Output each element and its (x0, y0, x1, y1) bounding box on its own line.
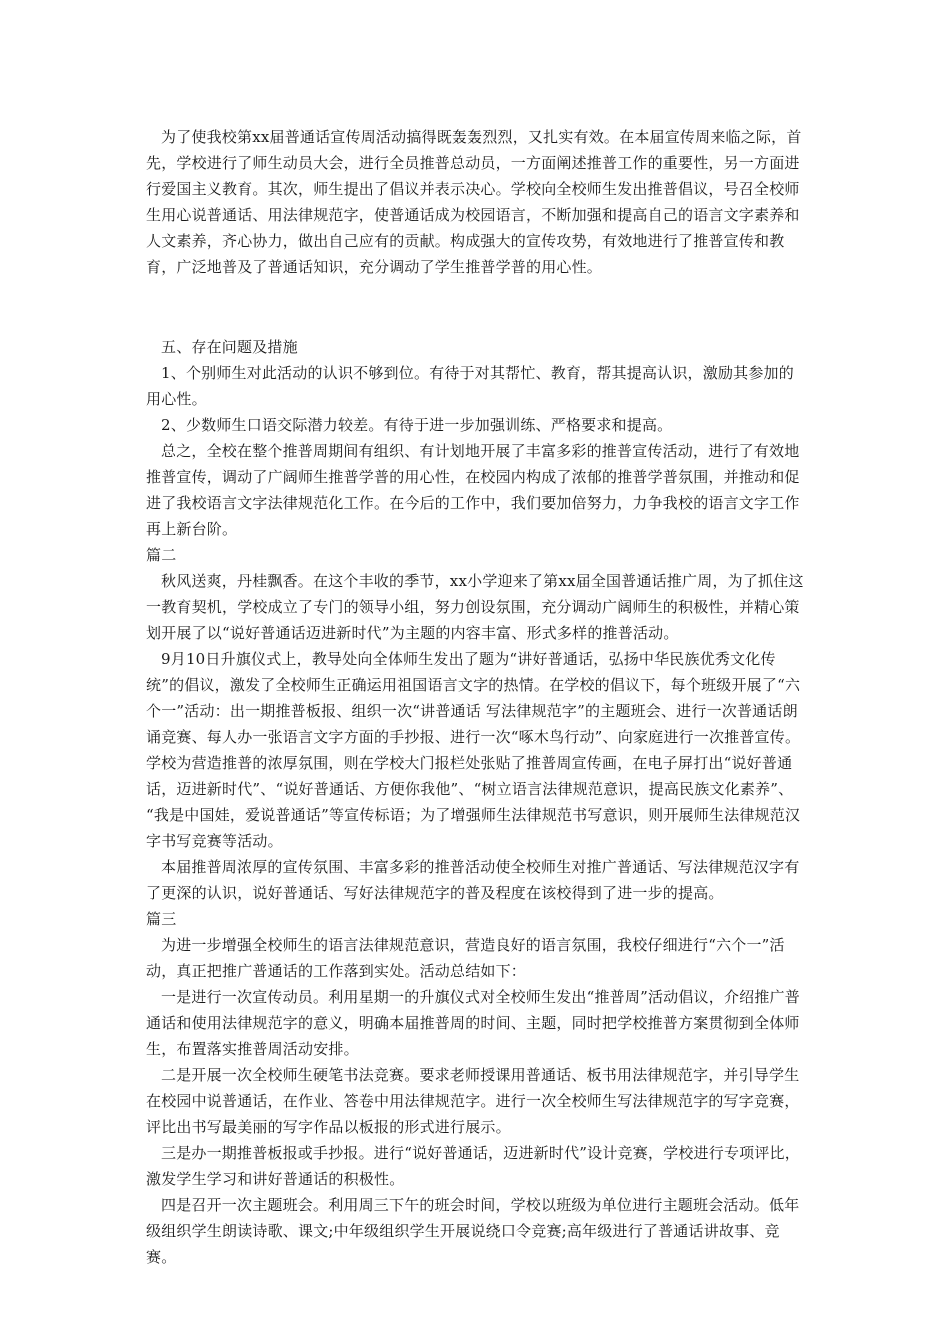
paragraph: 三是办一期推普板报或手抄报。进行“说好普通话，迈进新时代”设计竞赛，学校进行专项评比，激发学生学习和讲好普通话的积极性。 (146, 1144, 800, 1188)
paragraph: 9月10日升旗仪式上，教导处向全体师生发出了题为“讲好普通话，弘扬中华民族优秀文化传统”的倡议，激发了全校师生正确运用祖国语言文字的热情。在学校的倡议下，每个班级开展了“六个一”活动：出一期推普板报、组织一次“讲普通话 写法律规范字”的主题班会、进行一次普通话朗诵竞赛、每人办一张语言文字方面的手抄报、进行一次“啄木鸟行动”、向家庭进行一次推普宣传。学校为营造推普的浓厚氛围，则在学校大门报栏处张贴了推普周宣传画，在电子屏打出“说好普通话，迈进新时代”、“说好普通话、方便你我他”、“树立语言法律规范意识，提高民族文化素养”、 “我是中国娃，爱说普通话”等宣传标语；为了增强师生法律规范书写意识，则开展师生法律规范汉字书写竞赛等活动。 (146, 650, 801, 850)
paragraph: 1、个别师生对此活动的认识不够到位。有待于对其帮忙、教育，帮其提高认识，激励其参加的用心性。 (146, 364, 794, 408)
paragraph: 2、少数师生口语交际潜力较差。有待于进一步加强训练、严格要求和提高。 (161, 416, 673, 434)
section-gap (146, 280, 806, 334)
paragraph: 四是召开一次主题班会。利用周三下午的班会时间，学校以班级为单位进行主题班会活动。低年级组织学生朗读诗歌、课文;中年级组织学生开展说绕口令竞赛;高年级进行了普通话讲故事、竞赛。 (146, 1196, 800, 1266)
paragraph: 秋风送爽，丹桂飘香。在这个丰收的季节，xx小学迎来了第xx届全国普通话推广周，为了抓住这一教育契机，学校成立了专门的领导小组，努力创设氛围，充分调动广阔师生的积极性，并精心策划开展了以“说好普通话迈进新时代”为主题的内容丰富、形式多样的推普活动。 (146, 572, 804, 642)
paragraph: 二是开展一次全校师生硬笔书法竞赛。要求老师授课用普通话、板书用法律规范字，并引导学生在校园中说普通话，在作业、答卷中用法律规范字。进行一次全校师生写法律规范字的写字竞赛，评比出书写最美丽的写字作品以板报的形式进行展示。 (146, 1066, 800, 1136)
paragraph: 为进一步增强全校师生的语言法律规范意识，营造良好的语言氛围，我校仔细进行“六个一”活动，真正把推广普通话的工作落到实处。活动总结如下： (146, 936, 785, 980)
intro-paragraph: 为了使我校第xx届普通话宣传周活动搞得既轰轰烈烈，又扎实有效。在本届宣传周来临之际，首先，学校进行了师生动员大会，进行全员推普总动员，一方面阐述推普工作的重要性，另一方面进行爱国主义教育。其次，师生提出了倡议并表示决心。学校向全校师生发出推普倡议，号召全校师生用心说普通话、用法律规范字，使普通话成为校园语言，不断加强和提高自己的语言文字素养和人文素养，齐心协力，做出自己应有的贡献。构成强大的宣传攻势，有效地进行了推普宣传和教育，广泛地普及了普通话知识，充分调动了学生推普学普的用心性。 (146, 128, 802, 276)
paragraph: 一是进行一次宣传动员。利用星期一的升旗仪式对全校师生发出“推普周”活动倡议，介绍推广普通话和使用法律规范字的意义，明确本届推普周的时间、主题，同时把学校推普方案贯彻到全体师生，布置落实推普周活动安排。 (146, 988, 800, 1058)
paragraph: 总之，全校在整个推普周期间有组织、有计划地开展了丰富多彩的推普宣传活动，进行了有效地推普宣传，调动了广阔师生推普学普的用心性，在校园内构成了浓郁的推普学普氛围，并推动和促进了我校语言文字法律规范化工作。在今后的工作中，我们要加倍努力，力争我校的语言文字工作再上新台阶。 (146, 442, 800, 538)
paragraph: 本届推普周浓厚的宣传氛围、丰富多彩的推普活动使全校师生对推广普通话、写法律规范汉字有了更深的认识，说好普通话、写好法律规范字的普及程度在该校得到了进一步的提高。 (146, 858, 800, 902)
part-heading: 篇三 (146, 910, 177, 928)
part-heading: 篇二 (146, 546, 177, 564)
document-body (146, 124, 806, 1270)
section-heading: 五、存在问题及措施 (161, 338, 298, 356)
